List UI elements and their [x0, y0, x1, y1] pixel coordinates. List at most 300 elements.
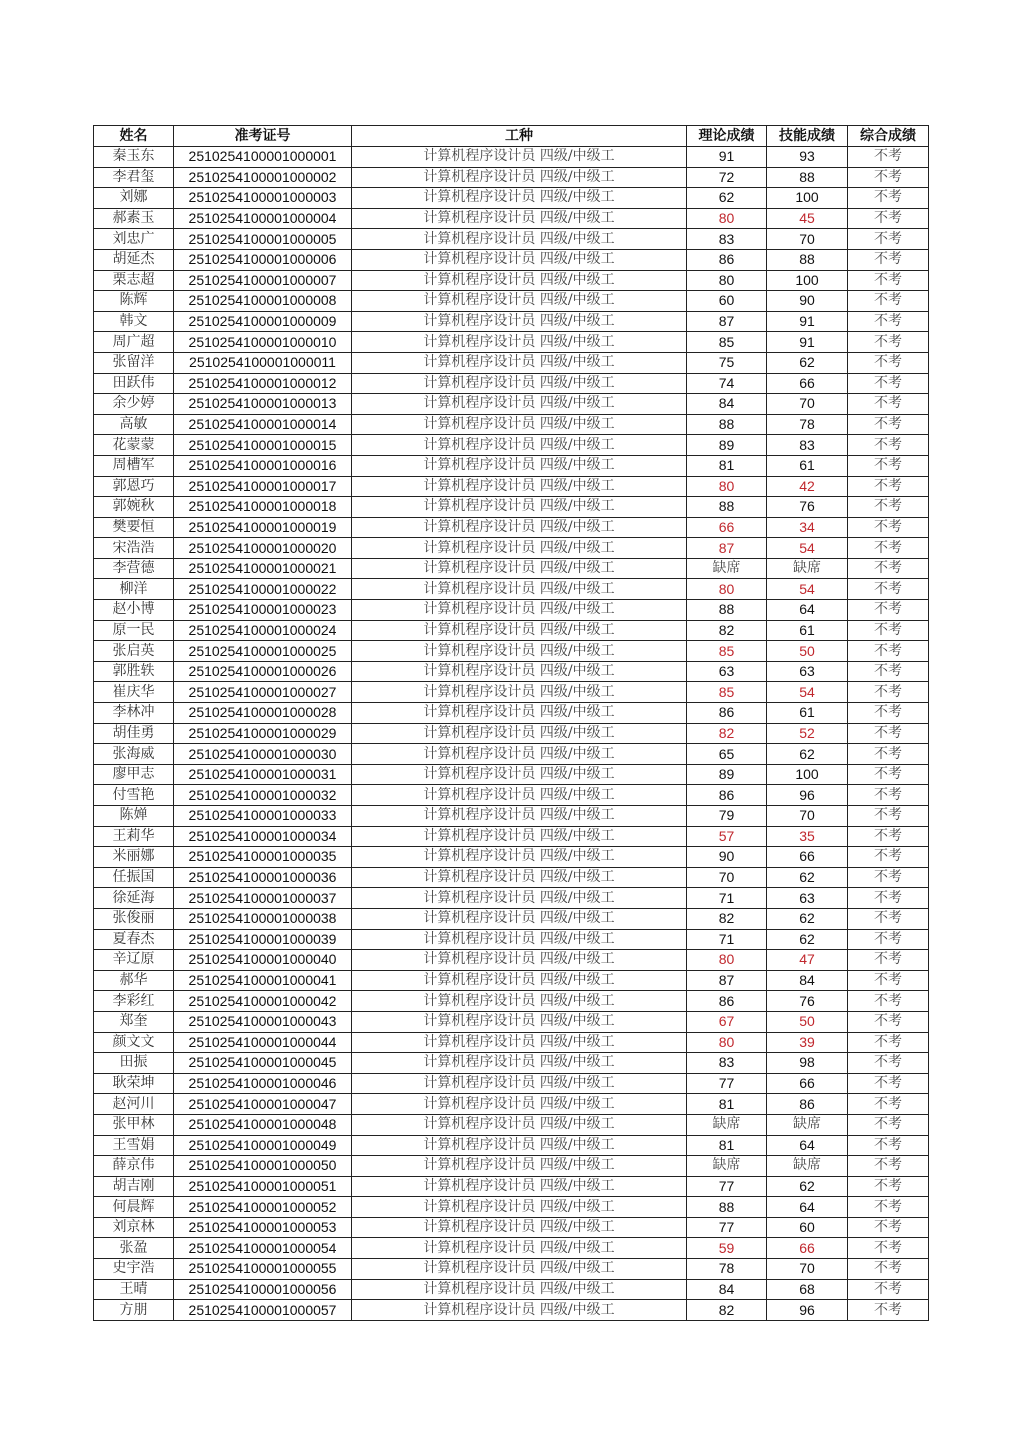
candidate-name: 花蒙蒙 — [94, 435, 174, 456]
skill-score: 88 — [767, 249, 848, 270]
skill-score: 42 — [767, 476, 848, 497]
exam-id: 2510254100001000032 — [174, 785, 352, 806]
candidate-name: 宋浩浩 — [94, 538, 174, 559]
skill-score: 70 — [767, 1259, 848, 1280]
overall-score: 不考 — [848, 394, 929, 415]
candidate-name: 颜文文 — [94, 1032, 174, 1053]
overall-score: 不考 — [848, 1279, 929, 1300]
table-row — [94, 1259, 929, 1280]
job-type: 计算机程序设计员 四级/中级工 — [352, 1217, 687, 1238]
skill-score: 70 — [767, 229, 848, 250]
exam-id: 2510254100001000030 — [174, 744, 352, 765]
theory-score: 82 — [687, 908, 767, 929]
job-type: 计算机程序设计员 四级/中级工 — [352, 1094, 687, 1115]
theory-score: 87 — [687, 970, 767, 991]
skill-score: 62 — [767, 744, 848, 765]
overall-score: 不考 — [848, 744, 929, 765]
job-type: 计算机程序设计员 四级/中级工 — [352, 970, 687, 991]
overall-score: 不考 — [848, 620, 929, 641]
skill-score: 88 — [767, 167, 848, 188]
theory-score: 90 — [687, 847, 767, 868]
theory-score: 82 — [687, 723, 767, 744]
exam-id: 2510254100001000022 — [174, 579, 352, 600]
skill-score: 100 — [767, 270, 848, 291]
exam-id: 2510254100001000010 — [174, 332, 352, 353]
score-table — [93, 125, 929, 1321]
theory-score: 63 — [687, 661, 767, 682]
exam-id: 2510254100001000007 — [174, 270, 352, 291]
theory-score: 66 — [687, 517, 767, 538]
job-type: 计算机程序设计员 四级/中级工 — [352, 620, 687, 641]
exam-id: 2510254100001000039 — [174, 929, 352, 950]
job-type: 计算机程序设计员 四级/中级工 — [352, 826, 687, 847]
skill-score: 54 — [767, 579, 848, 600]
exam-id: 2510254100001000053 — [174, 1217, 352, 1238]
exam-id: 2510254100001000047 — [174, 1094, 352, 1115]
table-row — [94, 1279, 929, 1300]
header-theory-score: 理论成绩 — [687, 126, 767, 147]
table-row — [94, 414, 929, 435]
candidate-name: 田跃伟 — [94, 373, 174, 394]
table-row — [94, 888, 929, 909]
table-row — [94, 1053, 929, 1074]
job-type: 计算机程序设计员 四级/中级工 — [352, 888, 687, 909]
theory-score: 84 — [687, 1279, 767, 1300]
candidate-name: 史宇浩 — [94, 1259, 174, 1280]
skill-score: 35 — [767, 826, 848, 847]
overall-score: 不考 — [848, 991, 929, 1012]
job-type: 计算机程序设计员 四级/中级工 — [352, 538, 687, 559]
exam-id: 2510254100001000023 — [174, 600, 352, 621]
job-type: 计算机程序设计员 四级/中级工 — [352, 847, 687, 868]
theory-score: 57 — [687, 826, 767, 847]
exam-id: 2510254100001000002 — [174, 167, 352, 188]
overall-score: 不考 — [848, 291, 929, 312]
overall-score: 不考 — [848, 826, 929, 847]
skill-score: 91 — [767, 311, 848, 332]
skill-score: 62 — [767, 929, 848, 950]
candidate-name: 张俊丽 — [94, 908, 174, 929]
table-row — [94, 1094, 929, 1115]
theory-score: 65 — [687, 744, 767, 765]
candidate-name: 郝素玉 — [94, 208, 174, 229]
table-row — [94, 970, 929, 991]
candidate-name: 栗志超 — [94, 270, 174, 291]
theory-score: 86 — [687, 703, 767, 724]
job-type: 计算机程序设计员 四级/中级工 — [352, 600, 687, 621]
table-row — [94, 703, 929, 724]
candidate-name: 张启英 — [94, 641, 174, 662]
candidate-name: 李营德 — [94, 558, 174, 579]
exam-id: 2510254100001000051 — [174, 1176, 352, 1197]
skill-score: 45 — [767, 208, 848, 229]
theory-score: 85 — [687, 641, 767, 662]
candidate-name: 郝华 — [94, 970, 174, 991]
skill-score: 98 — [767, 1053, 848, 1074]
candidate-name: 周广超 — [94, 332, 174, 353]
candidate-name: 赵小博 — [94, 600, 174, 621]
table-row — [94, 1217, 929, 1238]
exam-id: 2510254100001000050 — [174, 1156, 352, 1177]
skill-score: 78 — [767, 414, 848, 435]
exam-id: 2510254100001000001 — [174, 147, 352, 168]
job-type: 计算机程序设计员 四级/中级工 — [352, 1279, 687, 1300]
table-row — [94, 1114, 929, 1135]
skill-score: 63 — [767, 661, 848, 682]
table-row — [94, 394, 929, 415]
candidate-name: 秦玉东 — [94, 147, 174, 168]
theory-score: 缺席 — [687, 1156, 767, 1177]
theory-score: 70 — [687, 867, 767, 888]
skill-score: 缺席 — [767, 558, 848, 579]
table-row — [94, 764, 929, 785]
exam-id: 2510254100001000044 — [174, 1032, 352, 1053]
table-row — [94, 991, 929, 1012]
exam-id: 2510254100001000041 — [174, 970, 352, 991]
skill-score: 96 — [767, 785, 848, 806]
overall-score: 不考 — [848, 188, 929, 209]
candidate-name: 郭恩巧 — [94, 476, 174, 497]
job-type: 计算机程序设计员 四级/中级工 — [352, 1300, 687, 1321]
theory-score: 79 — [687, 806, 767, 827]
skill-score: 86 — [767, 1094, 848, 1115]
table-row — [94, 291, 929, 312]
table-row — [94, 311, 929, 332]
candidate-name: 徐延海 — [94, 888, 174, 909]
overall-score: 不考 — [848, 538, 929, 559]
overall-score: 不考 — [848, 1032, 929, 1053]
theory-score: 88 — [687, 414, 767, 435]
job-type: 计算机程序设计员 四级/中级工 — [352, 497, 687, 518]
job-type: 计算机程序设计员 四级/中级工 — [352, 1176, 687, 1197]
candidate-name: 张留洋 — [94, 352, 174, 373]
theory-score: 80 — [687, 208, 767, 229]
exam-id: 2510254100001000048 — [174, 1114, 352, 1135]
theory-score: 81 — [687, 1094, 767, 1115]
overall-score: 不考 — [848, 1011, 929, 1032]
candidate-name: 夏春杰 — [94, 929, 174, 950]
skill-score: 54 — [767, 538, 848, 559]
candidate-name: 方朋 — [94, 1300, 174, 1321]
exam-id: 2510254100001000005 — [174, 229, 352, 250]
header-skill-score: 技能成绩 — [767, 126, 848, 147]
overall-score: 不考 — [848, 970, 929, 991]
overall-score: 不考 — [848, 1176, 929, 1197]
header-job-type: 工种 — [352, 126, 687, 147]
skill-score: 60 — [767, 1217, 848, 1238]
candidate-name: 崔庆华 — [94, 682, 174, 703]
overall-score: 不考 — [848, 1135, 929, 1156]
skill-score: 76 — [767, 497, 848, 518]
theory-score: 83 — [687, 229, 767, 250]
job-type: 计算机程序设计员 四级/中级工 — [352, 414, 687, 435]
exam-id: 2510254100001000049 — [174, 1135, 352, 1156]
exam-id: 2510254100001000034 — [174, 826, 352, 847]
skill-score: 缺席 — [767, 1156, 848, 1177]
candidate-name: 刘京林 — [94, 1217, 174, 1238]
theory-score: 81 — [687, 1135, 767, 1156]
job-type: 计算机程序设计员 四级/中级工 — [352, 1197, 687, 1218]
exam-id: 2510254100001000014 — [174, 414, 352, 435]
candidate-name: 辛辽原 — [94, 950, 174, 971]
table-row — [94, 579, 929, 600]
overall-score: 不考 — [848, 929, 929, 950]
job-type: 计算机程序设计员 四级/中级工 — [352, 332, 687, 353]
skill-score: 66 — [767, 847, 848, 868]
theory-score: 80 — [687, 270, 767, 291]
theory-score: 75 — [687, 352, 767, 373]
theory-score: 59 — [687, 1238, 767, 1259]
table-header-row — [94, 126, 929, 147]
job-type: 计算机程序设计员 四级/中级工 — [352, 785, 687, 806]
exam-id: 2510254100001000029 — [174, 723, 352, 744]
table-row — [94, 929, 929, 950]
table-row — [94, 744, 929, 765]
skill-score: 84 — [767, 970, 848, 991]
theory-score: 72 — [687, 167, 767, 188]
exam-id: 2510254100001000003 — [174, 188, 352, 209]
table-row — [94, 332, 929, 353]
theory-score: 84 — [687, 394, 767, 415]
skill-score: 62 — [767, 1176, 848, 1197]
table-row — [94, 373, 929, 394]
skill-score: 68 — [767, 1279, 848, 1300]
skill-score: 83 — [767, 435, 848, 456]
overall-score: 不考 — [848, 497, 929, 518]
theory-score: 60 — [687, 291, 767, 312]
candidate-name: 韩文 — [94, 311, 174, 332]
exam-id: 2510254100001000054 — [174, 1238, 352, 1259]
overall-score: 不考 — [848, 847, 929, 868]
skill-score: 39 — [767, 1032, 848, 1053]
job-type: 计算机程序设计员 四级/中级工 — [352, 373, 687, 394]
theory-score: 62 — [687, 188, 767, 209]
header-exam-id: 准考证号 — [174, 126, 352, 147]
theory-score: 85 — [687, 332, 767, 353]
overall-score: 不考 — [848, 579, 929, 600]
exam-id: 2510254100001000006 — [174, 249, 352, 270]
exam-id: 2510254100001000045 — [174, 1053, 352, 1074]
candidate-name: 刘忠广 — [94, 229, 174, 250]
overall-score: 不考 — [848, 517, 929, 538]
overall-score: 不考 — [848, 373, 929, 394]
exam-id: 2510254100001000043 — [174, 1011, 352, 1032]
job-type: 计算机程序设计员 四级/中级工 — [352, 682, 687, 703]
exam-id: 2510254100001000026 — [174, 661, 352, 682]
candidate-name: 陈婵 — [94, 806, 174, 827]
job-type: 计算机程序设计员 四级/中级工 — [352, 558, 687, 579]
overall-score: 不考 — [848, 661, 929, 682]
skill-score: 62 — [767, 867, 848, 888]
table-row — [94, 1011, 929, 1032]
overall-score: 不考 — [848, 476, 929, 497]
overall-score: 不考 — [848, 311, 929, 332]
overall-score: 不考 — [848, 1053, 929, 1074]
table-row — [94, 723, 929, 744]
table-row — [94, 1156, 929, 1177]
table-row — [94, 1135, 929, 1156]
exam-id: 2510254100001000009 — [174, 311, 352, 332]
table-row — [94, 847, 929, 868]
skill-score: 54 — [767, 682, 848, 703]
candidate-name: 胡佳勇 — [94, 723, 174, 744]
table-row — [94, 188, 929, 209]
job-type: 计算机程序设计员 四级/中级工 — [352, 1073, 687, 1094]
overall-score: 不考 — [848, 167, 929, 188]
table-row — [94, 352, 929, 373]
table-row — [94, 682, 929, 703]
skill-score: 93 — [767, 147, 848, 168]
theory-score: 缺席 — [687, 1114, 767, 1135]
job-type: 计算机程序设计员 四级/中级工 — [352, 188, 687, 209]
job-type: 计算机程序设计员 四级/中级工 — [352, 394, 687, 415]
skill-score: 91 — [767, 332, 848, 353]
theory-score: 78 — [687, 1259, 767, 1280]
overall-score: 不考 — [848, 1259, 929, 1280]
exam-id: 2510254100001000025 — [174, 641, 352, 662]
skill-score: 76 — [767, 991, 848, 1012]
job-type: 计算机程序设计员 四级/中级工 — [352, 1135, 687, 1156]
candidate-name: 张甲林 — [94, 1114, 174, 1135]
theory-score: 86 — [687, 991, 767, 1012]
table-row — [94, 517, 929, 538]
exam-id: 2510254100001000016 — [174, 455, 352, 476]
candidate-name: 郭婉秋 — [94, 497, 174, 518]
exam-id: 2510254100001000055 — [174, 1259, 352, 1280]
table-row — [94, 1176, 929, 1197]
exam-id: 2510254100001000019 — [174, 517, 352, 538]
job-type: 计算机程序设计员 四级/中级工 — [352, 991, 687, 1012]
overall-score: 不考 — [848, 1114, 929, 1135]
candidate-name: 王莉华 — [94, 826, 174, 847]
overall-score: 不考 — [848, 558, 929, 579]
exam-id: 2510254100001000038 — [174, 908, 352, 929]
theory-score: 87 — [687, 311, 767, 332]
theory-score: 80 — [687, 579, 767, 600]
theory-score: 87 — [687, 538, 767, 559]
candidate-name: 周槽军 — [94, 455, 174, 476]
job-type: 计算机程序设计员 四级/中级工 — [352, 867, 687, 888]
skill-score: 50 — [767, 1011, 848, 1032]
job-type: 计算机程序设计员 四级/中级工 — [352, 270, 687, 291]
skill-score: 52 — [767, 723, 848, 744]
job-type: 计算机程序设计员 四级/中级工 — [352, 703, 687, 724]
overall-score: 不考 — [848, 270, 929, 291]
exam-id: 2510254100001000013 — [174, 394, 352, 415]
candidate-name: 李林冲 — [94, 703, 174, 724]
skill-score: 61 — [767, 703, 848, 724]
table-row — [94, 538, 929, 559]
table-row — [94, 249, 929, 270]
job-type: 计算机程序设计员 四级/中级工 — [352, 764, 687, 785]
skill-score: 34 — [767, 517, 848, 538]
overall-score: 不考 — [848, 888, 929, 909]
theory-score: 77 — [687, 1073, 767, 1094]
theory-score: 80 — [687, 1032, 767, 1053]
overall-score: 不考 — [848, 1238, 929, 1259]
table-row — [94, 147, 929, 168]
theory-score: 81 — [687, 455, 767, 476]
theory-score: 80 — [687, 476, 767, 497]
overall-score: 不考 — [848, 1300, 929, 1321]
theory-score: 83 — [687, 1053, 767, 1074]
candidate-name: 付雪艳 — [94, 785, 174, 806]
table-row — [94, 908, 929, 929]
candidate-name: 何晨辉 — [94, 1197, 174, 1218]
overall-score: 不考 — [848, 600, 929, 621]
job-type: 计算机程序设计员 四级/中级工 — [352, 1114, 687, 1135]
skill-score: 62 — [767, 908, 848, 929]
theory-score: 67 — [687, 1011, 767, 1032]
job-type: 计算机程序设计员 四级/中级工 — [352, 1259, 687, 1280]
overall-score: 不考 — [848, 1197, 929, 1218]
exam-id: 2510254100001000012 — [174, 373, 352, 394]
skill-score: 61 — [767, 620, 848, 641]
overall-score: 不考 — [848, 806, 929, 827]
overall-score: 不考 — [848, 332, 929, 353]
skill-score: 62 — [767, 352, 848, 373]
exam-id: 2510254100001000036 — [174, 867, 352, 888]
job-type: 计算机程序设计员 四级/中级工 — [352, 661, 687, 682]
exam-id: 2510254100001000008 — [174, 291, 352, 312]
job-type: 计算机程序设计员 四级/中级工 — [352, 167, 687, 188]
theory-score: 缺席 — [687, 558, 767, 579]
theory-score: 82 — [687, 1300, 767, 1321]
skill-score: 64 — [767, 1135, 848, 1156]
job-type: 计算机程序设计员 四级/中级工 — [352, 579, 687, 600]
skill-score: 47 — [767, 950, 848, 971]
job-type: 计算机程序设计员 四级/中级工 — [352, 435, 687, 456]
table-row — [94, 558, 929, 579]
job-type: 计算机程序设计员 四级/中级工 — [352, 641, 687, 662]
skill-score: 50 — [767, 641, 848, 662]
overall-score: 不考 — [848, 785, 929, 806]
job-type: 计算机程序设计员 四级/中级工 — [352, 291, 687, 312]
job-type: 计算机程序设计员 四级/中级工 — [352, 744, 687, 765]
overall-score: 不考 — [848, 435, 929, 456]
table-row — [94, 806, 929, 827]
overall-score: 不考 — [848, 908, 929, 929]
exam-id: 2510254100001000031 — [174, 764, 352, 785]
candidate-name: 田振 — [94, 1053, 174, 1074]
overall-score: 不考 — [848, 764, 929, 785]
candidate-name: 陈辉 — [94, 291, 174, 312]
table-row — [94, 1032, 929, 1053]
overall-score: 不考 — [848, 723, 929, 744]
candidate-name: 郭胜轶 — [94, 661, 174, 682]
exam-id: 2510254100001000015 — [174, 435, 352, 456]
job-type: 计算机程序设计员 四级/中级工 — [352, 929, 687, 950]
candidate-name: 米丽娜 — [94, 847, 174, 868]
table-row — [94, 661, 929, 682]
theory-score: 86 — [687, 249, 767, 270]
exam-id: 2510254100001000018 — [174, 497, 352, 518]
table-row — [94, 476, 929, 497]
theory-score: 89 — [687, 764, 767, 785]
exam-id: 2510254100001000027 — [174, 682, 352, 703]
overall-score: 不考 — [848, 1217, 929, 1238]
exam-id: 2510254100001000017 — [174, 476, 352, 497]
job-type: 计算机程序设计员 四级/中级工 — [352, 352, 687, 373]
table-row — [94, 455, 929, 476]
table-row — [94, 497, 929, 518]
job-type: 计算机程序设计员 四级/中级工 — [352, 1238, 687, 1259]
overall-score: 不考 — [848, 352, 929, 373]
candidate-name: 胡延杰 — [94, 249, 174, 270]
job-type: 计算机程序设计员 四级/中级工 — [352, 249, 687, 270]
skill-score: 90 — [767, 291, 848, 312]
job-type: 计算机程序设计员 四级/中级工 — [352, 229, 687, 250]
